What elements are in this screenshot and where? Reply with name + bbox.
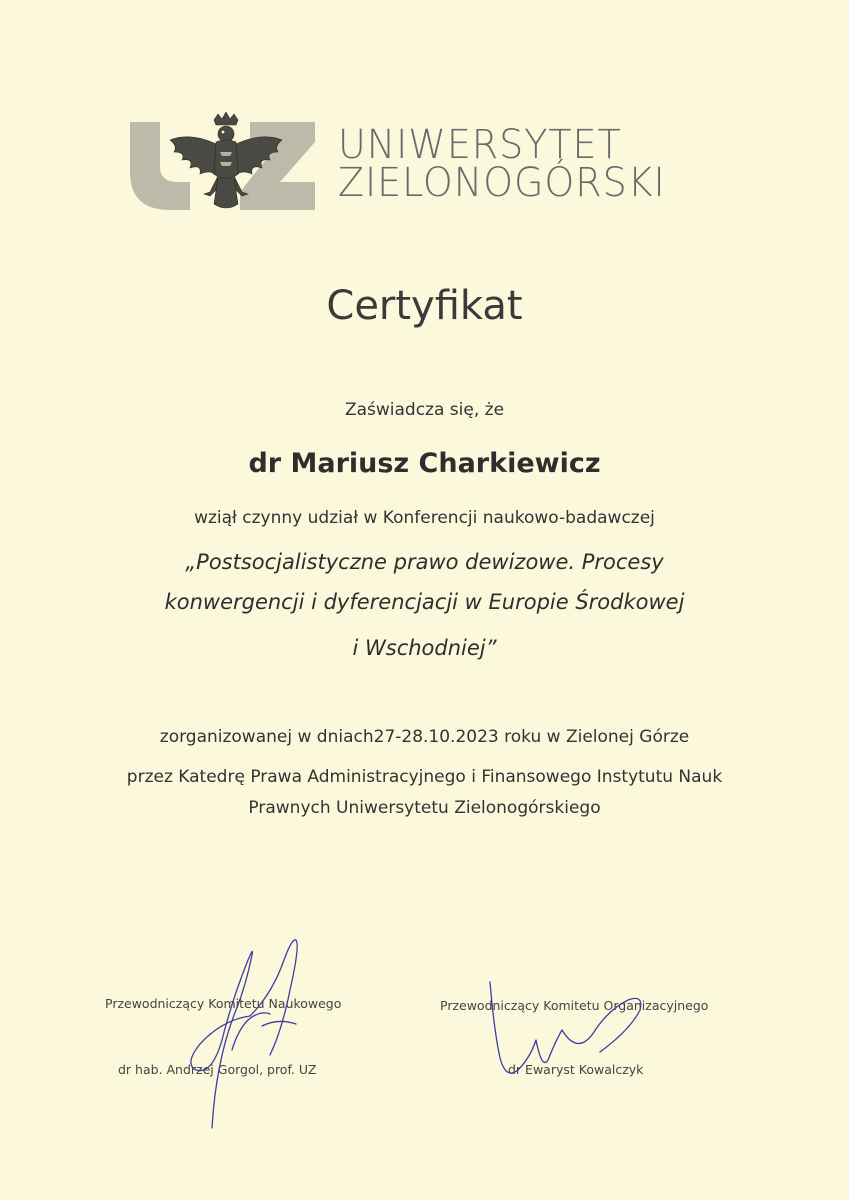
right-signatory-role: Przewodniczący Komitetu Organizacyjnego: [440, 998, 709, 1013]
certificate-title: Certyfikat: [326, 283, 523, 329]
intro-text: Zaświadcza się, że: [344, 400, 505, 420]
left-signatory-role: Przewodniczący Komitetu Naukowego: [105, 996, 342, 1011]
organizer-line-2: Prawnych Uniwersytetu Zielonogórskiego: [248, 798, 601, 818]
right-signatory-name: dr Ewaryst Kowalczyk: [508, 1062, 644, 1077]
university-name-line1: UNIWERSYTET: [338, 122, 622, 168]
uz-emblem: [130, 112, 315, 222]
university-logo: [130, 112, 720, 222]
left-signatory-name: dr hab. Andrzej Gorgol, prof. UZ: [118, 1062, 317, 1077]
organized-text: zorganizowanej w dniach27-28.10.2023 roku w Zielonej Górze: [159, 727, 690, 747]
topic-line-3: i Wschodniej”: [352, 636, 497, 660]
university-name-line2: ZIELONOGÓRSKI: [338, 160, 666, 206]
participation-text: wziął czynny udział w Konferencji naukowo-badawczej: [194, 508, 655, 528]
topic-line-1: „Postsocjalistyczne prawo dewizowe. Procesy: [185, 550, 664, 574]
recipient-name: dr Mariusz Charkiewicz: [248, 448, 601, 479]
right-signature: [490, 982, 641, 1073]
organizer-line-1: przez Katedrę Prawa Administracyjnego i Finansowego Instytutu Nauk: [126, 767, 723, 787]
topic-line-2: konwergencji i dyferencjacji w Europie Środkowej: [164, 590, 685, 614]
left-signature: [191, 940, 297, 1128]
university-name: [338, 122, 683, 206]
